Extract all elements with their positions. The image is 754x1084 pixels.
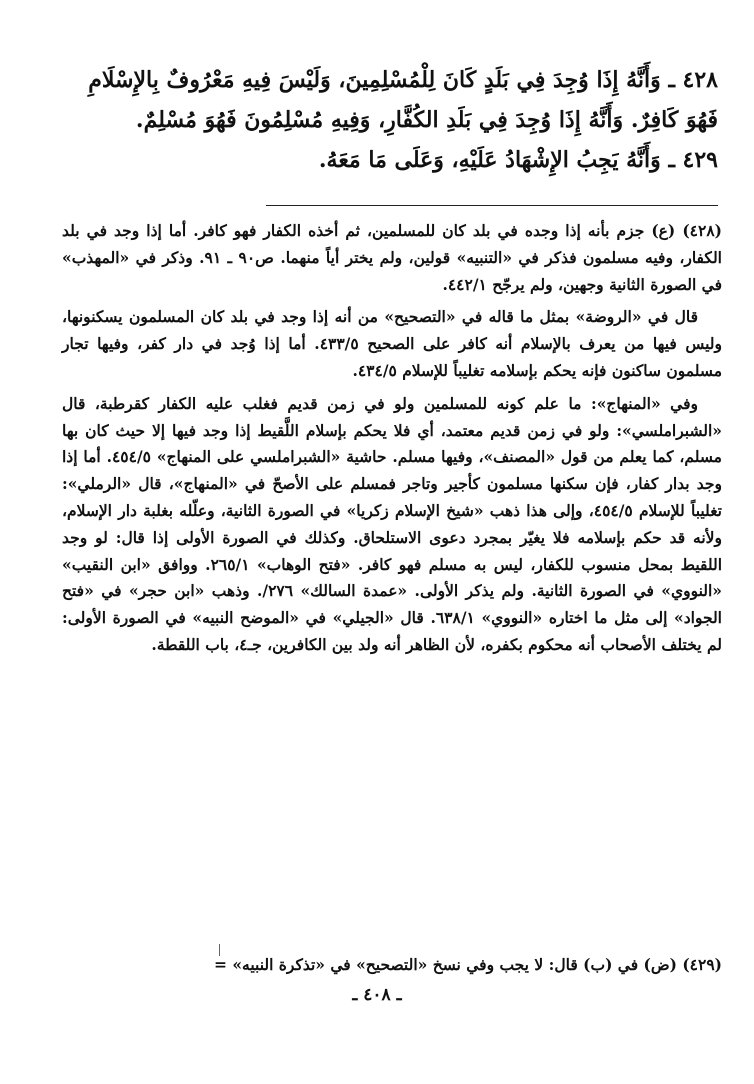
footnotes xyxy=(62,218,722,665)
main-line-428a: ٤٢٨ ـ وَأَنَّهُ إِذَا وُجِدَ فِي بَلَدٍ كَانَ لِلْمُسْلِمِينَ، وَلَيْسَ فِيهِ مَعْرُوفٌ بِالإِسْلَامِ xyxy=(88,67,718,93)
footnote-428-paragraph-3: وفي «المنهاج»: ما علم كونه للمسلمين ولو في زمن قديم فغلب عليه الكفار كقرطبة، قال «الشبراملسي»: ولو في زمن قديم معتمد، أي فلا يحكم بإسلام اللَّقيط إذا وجد فيها إلا حيث كان بها مسلم، كما يعلم من قول «المصنف»، وفيها مسلم. حاشية «الشبراملسي على المنهاج» ٤٥٤/٥. أما إذا وجد بدار كفار، فإن سكنها مسلمون كأجير وتاجر فمسلم على الأصحّ في «المنهاج»، قال «الرملي»: تغليباً للإسلام ٤٥٤/٥، وإلى هذا ذهب «شيخ الإسلام زكريا» في الصورة الثانية، وعلّله بغلبة دار الإسلام، ولأنه قد حكم بإسلامه فلا يغيّر بمجرد دعوى الاستلحاق. وكذلك في الصورة الأولى إذا قال: لو وجد اللقيط بمحل منسوب للكفار، ليس به مسلم فهو كافر. «فتح الوهاب» ٢٦٥/١. ووافق «ابن النقيب» «النووي» في الصورة الثانية. ولم يذكر الأولى. «عمدة السالك» ٢٧٦/. وذهب «ابن حجر» في «فتح الجواد» إلى مثل ما اختاره «النووي» ٦٣٨/١. قال «الجيلي» في «الموضح النبيه» في الصورة الأولى: لم يختلف الأصحاب أنه محكوم بكفره، لأن الظاهر أنه ولد بين الكافرين، جـ٤، باب اللقطة. xyxy=(62,393,723,654)
footnote-separator xyxy=(266,205,718,206)
footnote-428-paragraph-1: (٤٢٨) (ع) جزم بأنه إذا وجده في بلد كان للمسلمين، ثم أخذه الكفار فهو كافر. أما إذا وجد في بلد الكفار، وفيه مسلمون فذكر في «التنبيه» قولين، ولم يختر أياً منهما. ص٩٠ ـ ٩١. وذكر في «المهذب» في الصورة الثانية وجهين، ولم يرجّح ٤٤٢/١. xyxy=(62,221,722,294)
footnote-429: (٤٢٩) (ض) في (ب) قال: لا يجب وفي نسخ «التصحيح» في «تذكرة النبيه» = xyxy=(213,955,722,974)
main-line-429: ٤٢٩ ـ وَأَنَّهُ يَجِبُ الإِشْهَادُ عَلَيْهِ، وَعَلَى مَا مَعَهُ. xyxy=(318,147,718,173)
footnote-428-paragraph-2: قال في «الروضة» بمثل ما قاله في «التصحيح» من أنه إذا وجد في بلد كان المسلمون يسكنونها، وليس فيها من يعرف بالإسلام أنه كافر على الصحيح ٤٣٣/٥. أما إذا وُجد في دار كفر، وفيها تجار مسلمون ساكنون فإنه يحكم بإسلامه تغليباً للإسلام ٤٣٤/٥. xyxy=(62,307,722,380)
page-number: ـ ٤٠٨ ـ xyxy=(352,985,402,1005)
main-items xyxy=(70,60,718,180)
main-line-428b: فَهُوَ كَافِرٌ. وَأَنَّهُ إِذَا وُجِدَ فِي بَلَدِ الكُفَّارِ، وَفِيهِ مُسْلِمُونَ فَهُوَ مُسْلِمٌ. xyxy=(135,107,718,133)
main-text-block xyxy=(70,60,718,180)
